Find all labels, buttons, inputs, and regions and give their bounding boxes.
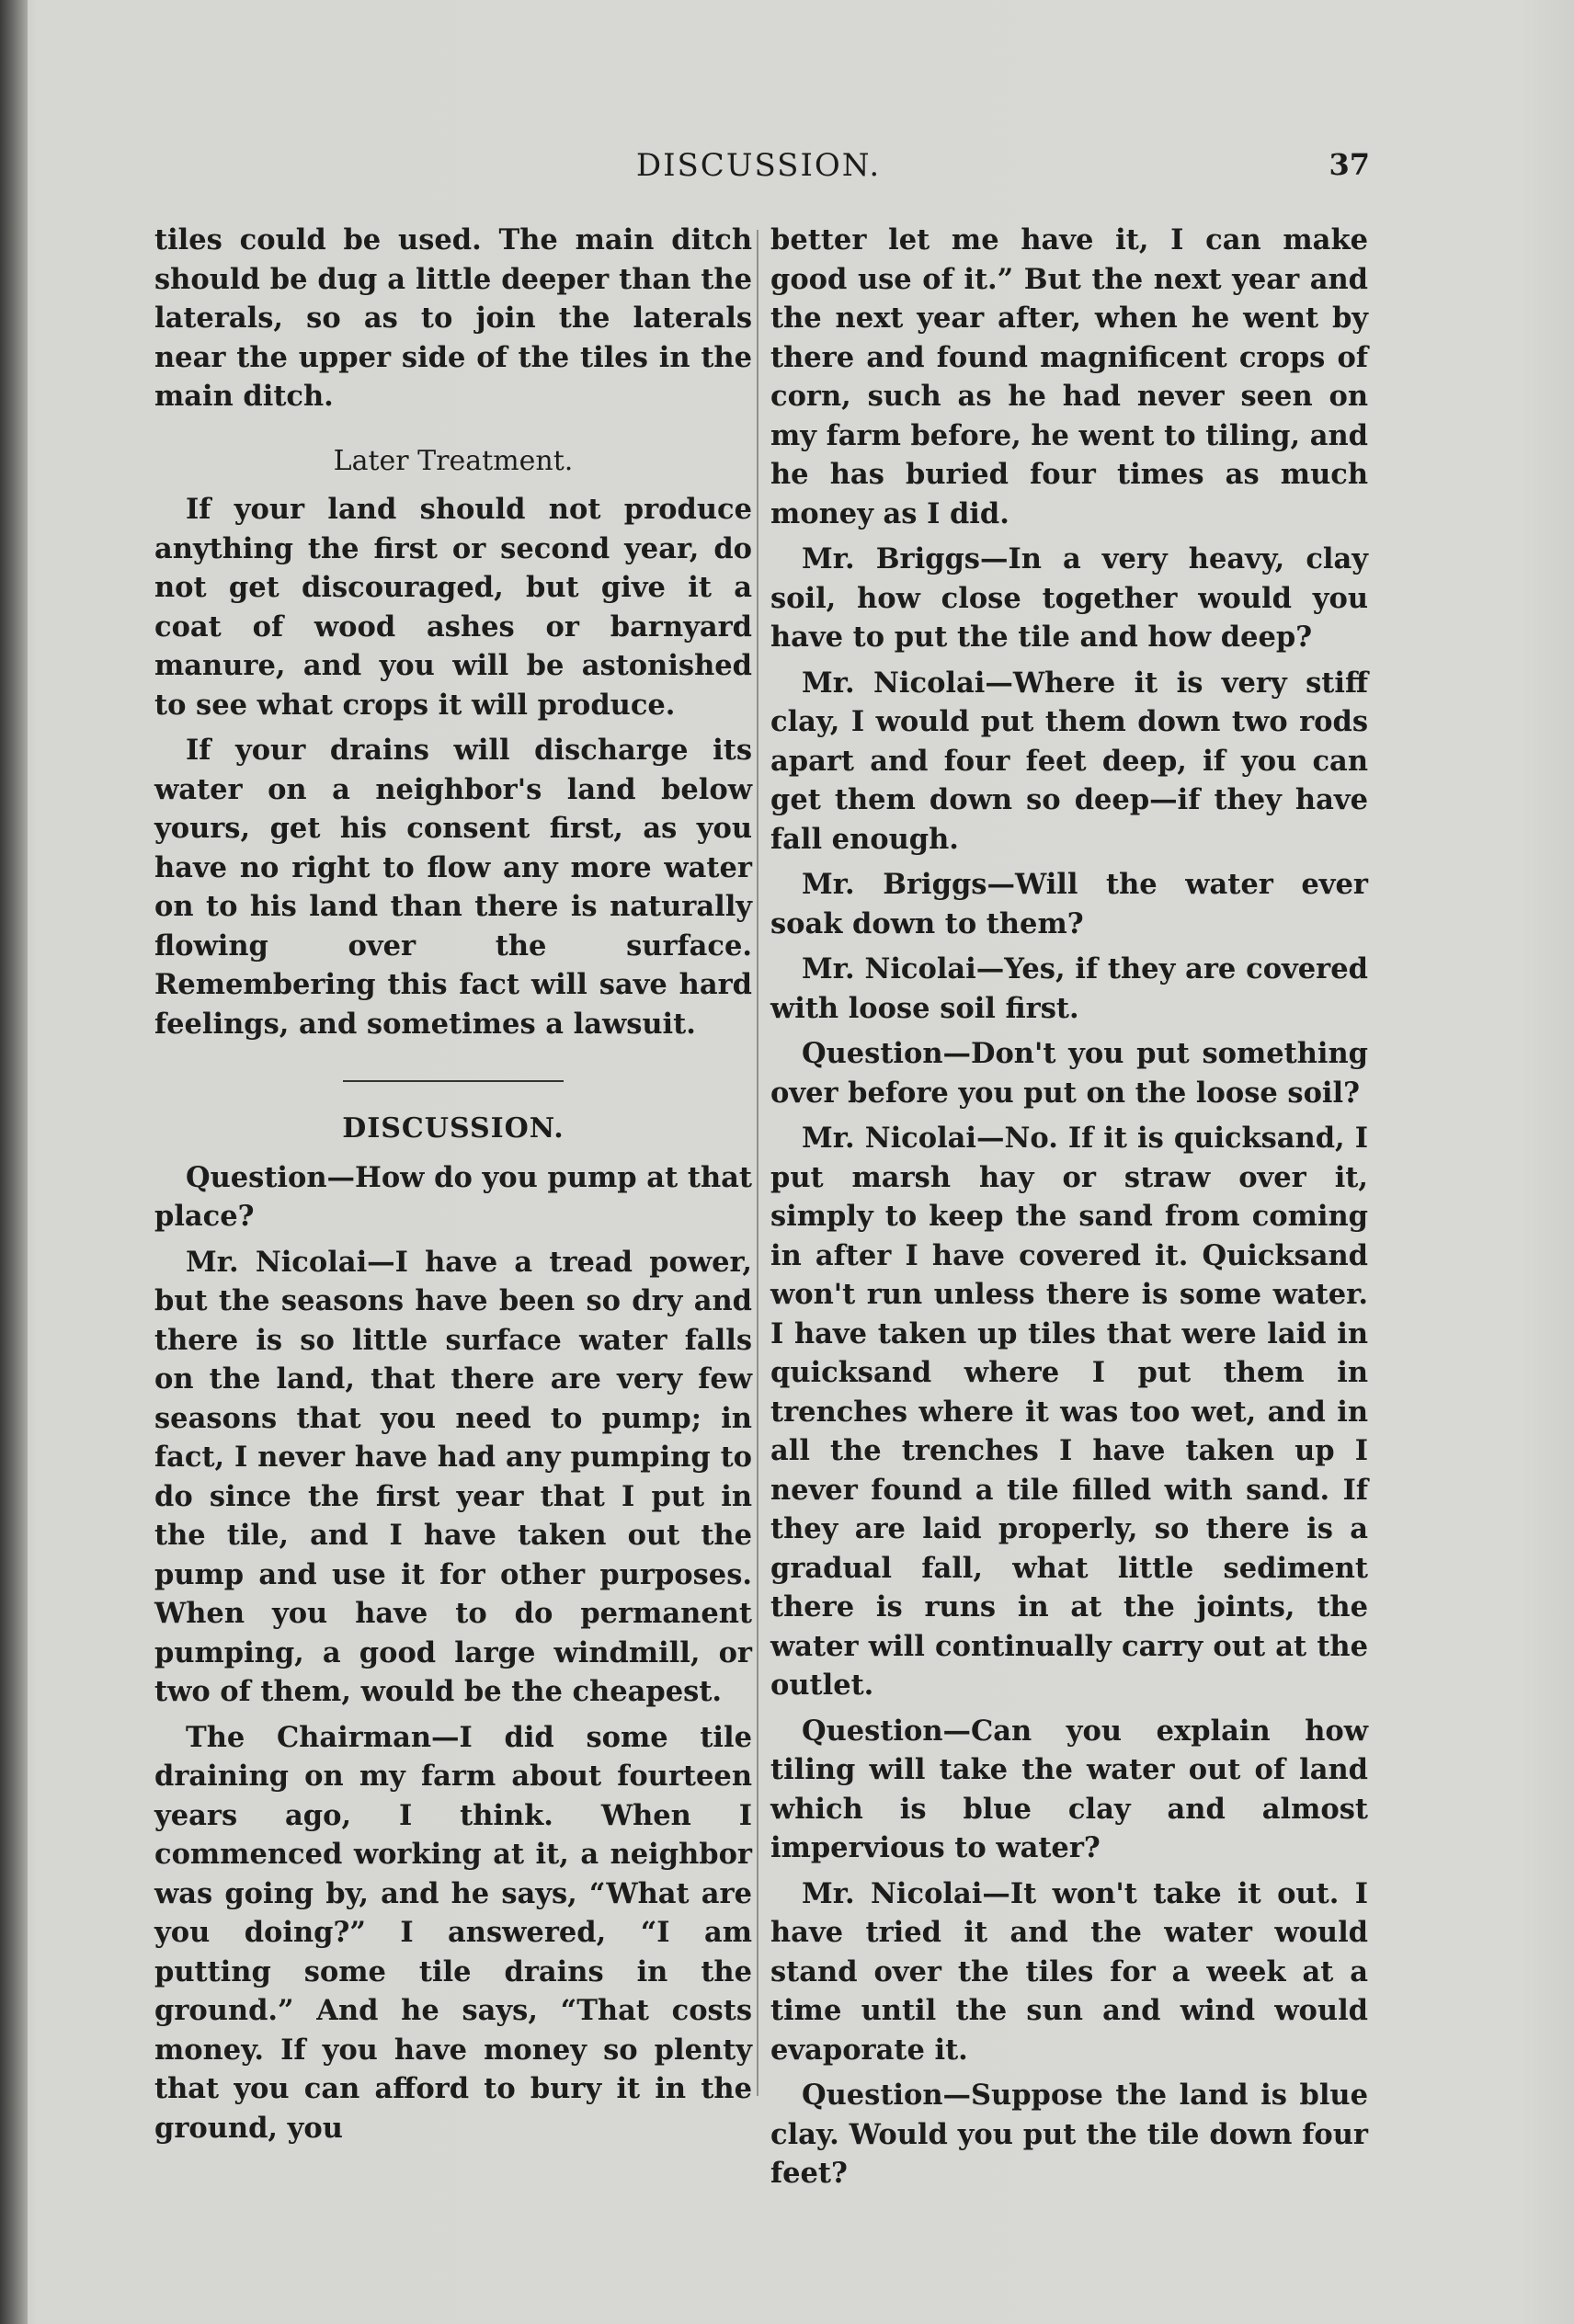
paragraph: Mr. Briggs—Will the water ever soak down to them?: [770, 868, 1368, 940]
paragraph: If your land should not produce anything the first or second year, do not get discouraged, but give it a coat of wood ashes or barnyard manure, and you will be astonished to see what crops it will produce.: [154, 493, 752, 722]
paragraph: Mr. Nicolai—Yes, if they are covered with loose soil first.: [770, 952, 1368, 1025]
paragraph: Question—How do you pump at that place?: [154, 1160, 752, 1233]
paragraph: Mr. Briggs—In a very heavy, clay soil, how close together would you have to put the tile and how deep?: [770, 542, 1368, 654]
running-head: DISCUSSION.: [635, 147, 882, 184]
page-number: 37: [1329, 147, 1370, 182]
section-heading-later-treatment: Later Treatment.: [333, 444, 574, 477]
paragraph: Mr. Nicolai—Where it is very stiff clay, I would put them down two rods apart and four feet deep, if you can get them down so deep—if they have fall enough.: [770, 666, 1368, 856]
paragraph: better let me have it, I can make good use of it.” But the next year and the next year after, when he went by there and found magnificent crops of corn, such as he had never seen on my farm before, he went to tiling, and he has buried four times as much money as I did.: [770, 223, 1369, 530]
paragraph: Question—Can you explain how tiling will take the water out of land which is blue clay and almost impervious to water?: [770, 1714, 1368, 1864]
page-header: [147, 147, 1370, 193]
paragraph: Mr. Nicolai—I have a tread power, but the seasons have been so dry and there is so little surface water falls on the land, that there are very few seasons that you need to pump; in fact, I never have had any pumping to do since the first year that I put in the tile, and I have taken out the pump and use it for other purposes. When you have to do permanent pumping, a good large windmill, or two of them, would be the cheapest.: [154, 1245, 752, 1708]
column-divider: [757, 230, 758, 2096]
section-heading-discussion: DISCUSSION.: [342, 1112, 565, 1145]
page-binding-edge: [0, 0, 28, 2324]
section-separator: [343, 1080, 564, 1082]
paragraph: Question—Don't you put something over before you put on the loose soil?: [770, 1037, 1368, 1110]
left-column: [154, 221, 752, 2154]
paragraph: tiles could be used. The main ditch should be dug a little deeper than the laterals, so as to join the laterals near the upper side of the tiles in the main ditch.: [154, 223, 752, 413]
paragraph: Question—Suppose the land is blue clay. Would you put the tile down four feet?: [770, 2079, 1368, 2190]
paragraph: Mr. Nicolai—No. If it is quicksand, I put marsh hay or straw over it, simply to keep the sand from coming in after I have covered it. Quicksand won't run unless there is some water. I have taken up tiles that were laid in quicksand where I put them in trenches where it was too wet, and in all the trenches I have taken up I never found a tile filled with sand. If they are laid properly, so there is a gradual fall, what little sediment there is runs in at the joints, the water will continually carry out at the outlet.: [770, 1122, 1368, 1702]
right-column: [770, 221, 1368, 2200]
paragraph: Mr. Nicolai—It won't take it out. I have tried it and the water would stand over the tiles for a week at a time until the sun and wind would evaporate it.: [770, 1876, 1368, 2067]
paragraph: If your drains will discharge its water on a neighbor's land below yours, get his consent first, as you have no right to flow any more water on to his land than there is naturally flowing over the surface. Remembering this fact will save hard feelings, and sometimes a lawsuit.: [154, 734, 752, 1041]
paragraph: The Chairman—I did some tile draining on my farm about fourteen years ago, I think. When I commenced working at it, a neighbor was going by, and he says, “What are you doing?” I answered, “I am putting some tile drains in the ground.” And he says, “That costs money. If you have money so plenty that you can afford to bury it in the ground, you: [154, 1720, 752, 2145]
